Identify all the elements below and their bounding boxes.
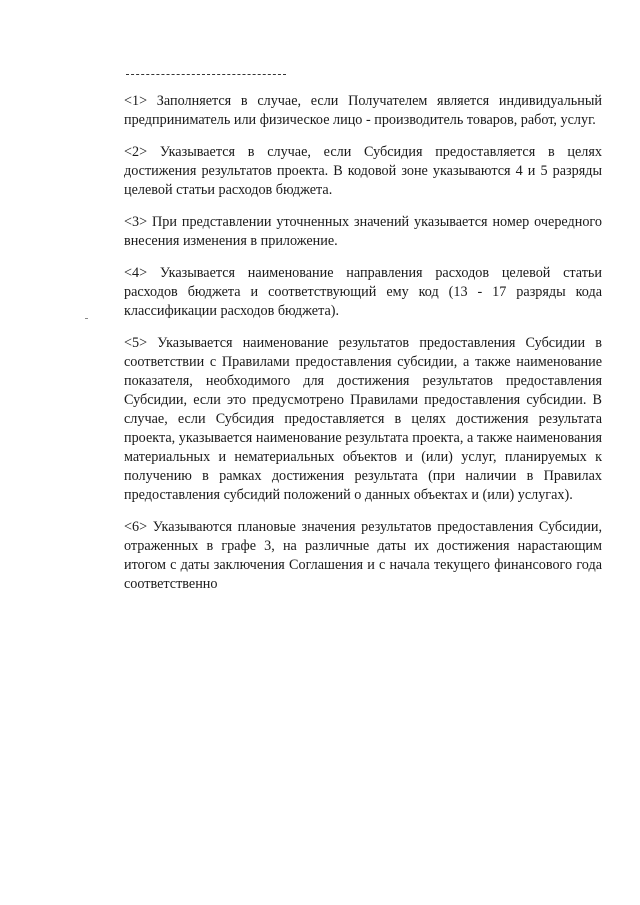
footnote-6: <6> Указываются плановые значения результатов предоставления Субсидии, отраженных в графе 3, на различные даты их достижения нарастающим итогом с даты заключения Соглашения и с начала текущего финансового года соответственно [124,519,602,592]
footnote-3: <3> При представлении уточненных значений указывается номер очередного внесения изменения в приложение. [124,214,602,249]
footnote-2: <2> Указывается в случае, если Субсидия предоставляется в целях достижения результатов проекта. В кодовой зоне указываются 4 и 5 разряды целевой статьи расходов бюджета. [124,144,602,198]
margin-mark [85,318,88,319]
footnotes [124,92,602,607]
footnote-1: <1> Заполняется в случае, если Получателем является индивидуальный предприниматель или физическое лицо - производитель товаров, работ, услуг. [124,93,602,128]
footnote-separator [126,74,286,75]
footnote-4: <4> Указывается наименование направления расходов целевой статьи расходов бюджета и соответствующий ему код (13 - 17 разряды кода классификации расходов бюджета). [124,265,602,319]
footnote-5: <5> Указывается наименование результатов предоставления Субсидии в соответствии с Правилами предоставления субсидии, а также наименование показателя, необходимого для достижения результатов предоставления Субсидии, если это предусмотрено Правилами предоставления субсидии. В случае, если Субсидия предоставляется в целях достижения результата проекта, указывается наименование результата проекта, а также наименования материальных и нематериальных объектов и (или) услуг, планируемых к получению в рамках достижения результата (при наличии в Правилах предоставления субсидий положений о данных объектах и (или) услугах). [124,335,602,503]
